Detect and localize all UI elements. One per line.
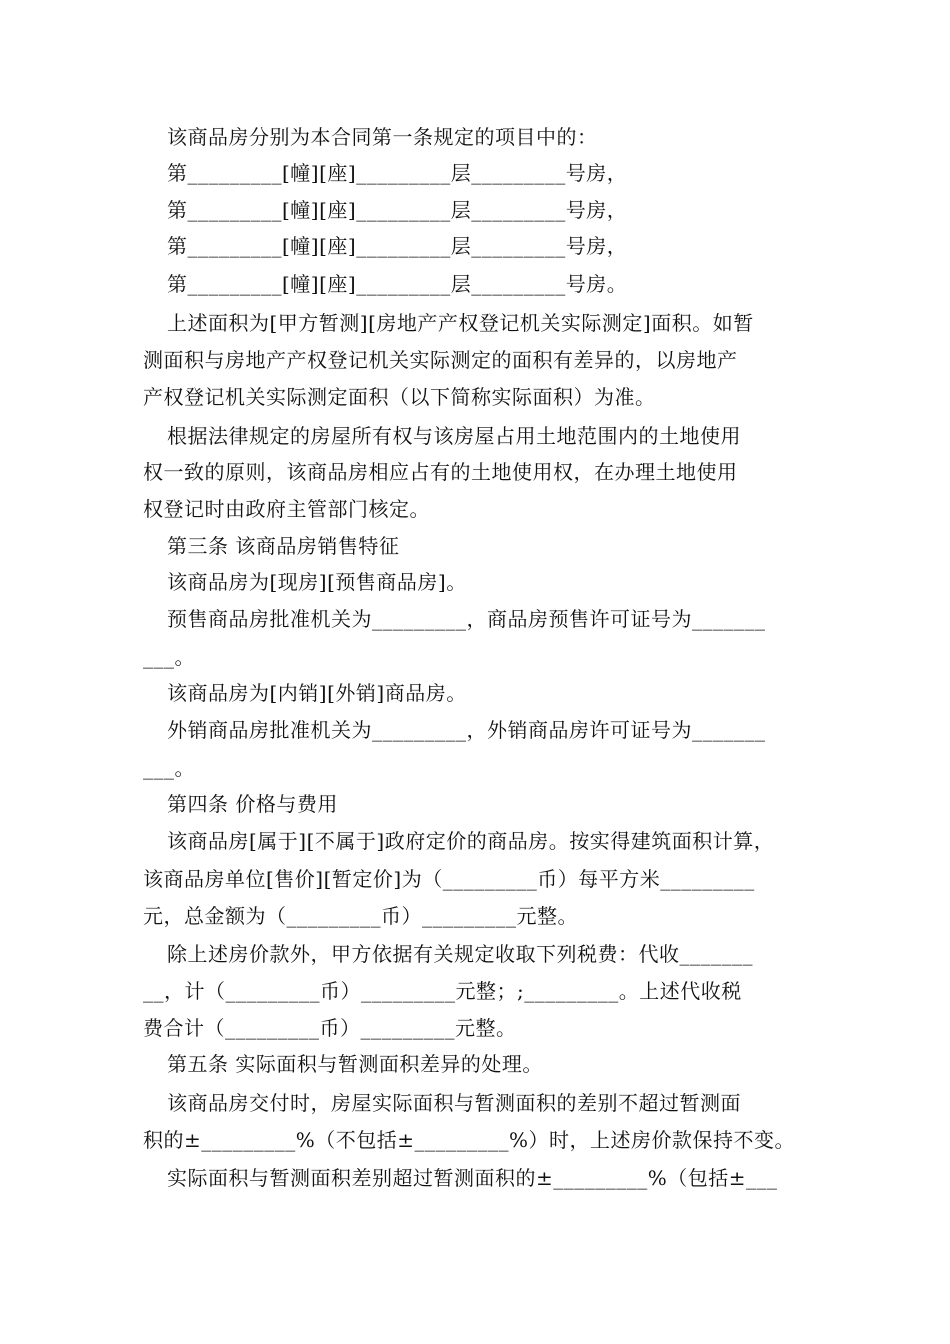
paragraph-line: 权一致的原则，该商品房相应占有的土地使用权，在办理土地使用	[143, 460, 738, 484]
room-entry-line: 第_________[幢][座]_________层_________号房，	[167, 234, 628, 258]
paragraph-line: 实际面积与暂测面积差别超过暂测面积的±_________%（包括±___	[167, 1166, 778, 1190]
paragraph-line: 测面积与房地产产权登记机关实际测定的面积有差异的，以房地产	[143, 348, 738, 372]
article-heading: 第四条 价格与费用	[167, 792, 338, 816]
paragraph-line: 该商品房交付时，房屋实际面积与暂测面积的差别不超过暂测面	[167, 1091, 741, 1115]
paragraph-line: 根据法律规定的房屋所有权与该房屋占用土地范围内的土地使用	[167, 424, 741, 448]
room-entry-line: 第_________[幢][座]_________层_________号房，	[167, 161, 628, 185]
paragraph-line: 积的±_________%（不包括±_________%）时，上述房价款保持不变。	[143, 1128, 796, 1152]
room-entry-line: 第_________[幢][座]_________层_________号房。	[167, 272, 628, 296]
paragraph-line: 该商品房为[内销][外销]商品房。	[167, 681, 467, 705]
paragraph-line: 该商品房分别为本合同第一条规定的项目中的：	[167, 125, 598, 149]
paragraph-line: 除上述房价款外，甲方依据有关规定收取下列税费：代收_______	[167, 942, 753, 966]
paragraph-line: 费合计（_________币）_________元整。	[143, 1016, 517, 1040]
paragraph-line: 上述面积为[甲方暂测][房地产产权登记机关实际测定]面积。如暂	[167, 311, 754, 335]
paragraph-line: 该商品房[属于][不属于]政府定价的商品房。按实得建筑面积计算，	[167, 829, 775, 853]
article-heading: 第三条 该商品房销售特征	[167, 534, 400, 558]
paragraph-line: 产权登记机关实际测定面积（以下简称实际面积）为准。	[143, 385, 656, 409]
paragraph-line: __，计（_________币）_________元整；;_________。上述代收税	[143, 979, 742, 1003]
room-entry-line: 第_________[幢][座]_________层_________号房，	[167, 198, 628, 222]
paragraph-line: 权登记时由政府主管部门核定。	[143, 497, 430, 521]
paragraph-line: 预售商品房批准机关为_________，商品房预售许可证号为_______	[167, 607, 766, 631]
paragraph-line: ___。	[143, 756, 195, 780]
paragraph-line: 外销商品房批准机关为_________，外销商品房许可证号为_______	[167, 718, 766, 742]
paragraph-line: ___。	[143, 645, 195, 669]
paragraph-line: 元，总金额为（_________币）_________元整。	[143, 904, 578, 928]
paragraph-line: 该商品房单位[售价][暂定价]为（_________币）每平方米_________	[143, 867, 755, 891]
paragraph-line: 该商品房为[现房][预售商品房]。	[167, 570, 467, 594]
article-heading: 第五条 实际面积与暂测面积差异的处理。	[167, 1052, 543, 1076]
